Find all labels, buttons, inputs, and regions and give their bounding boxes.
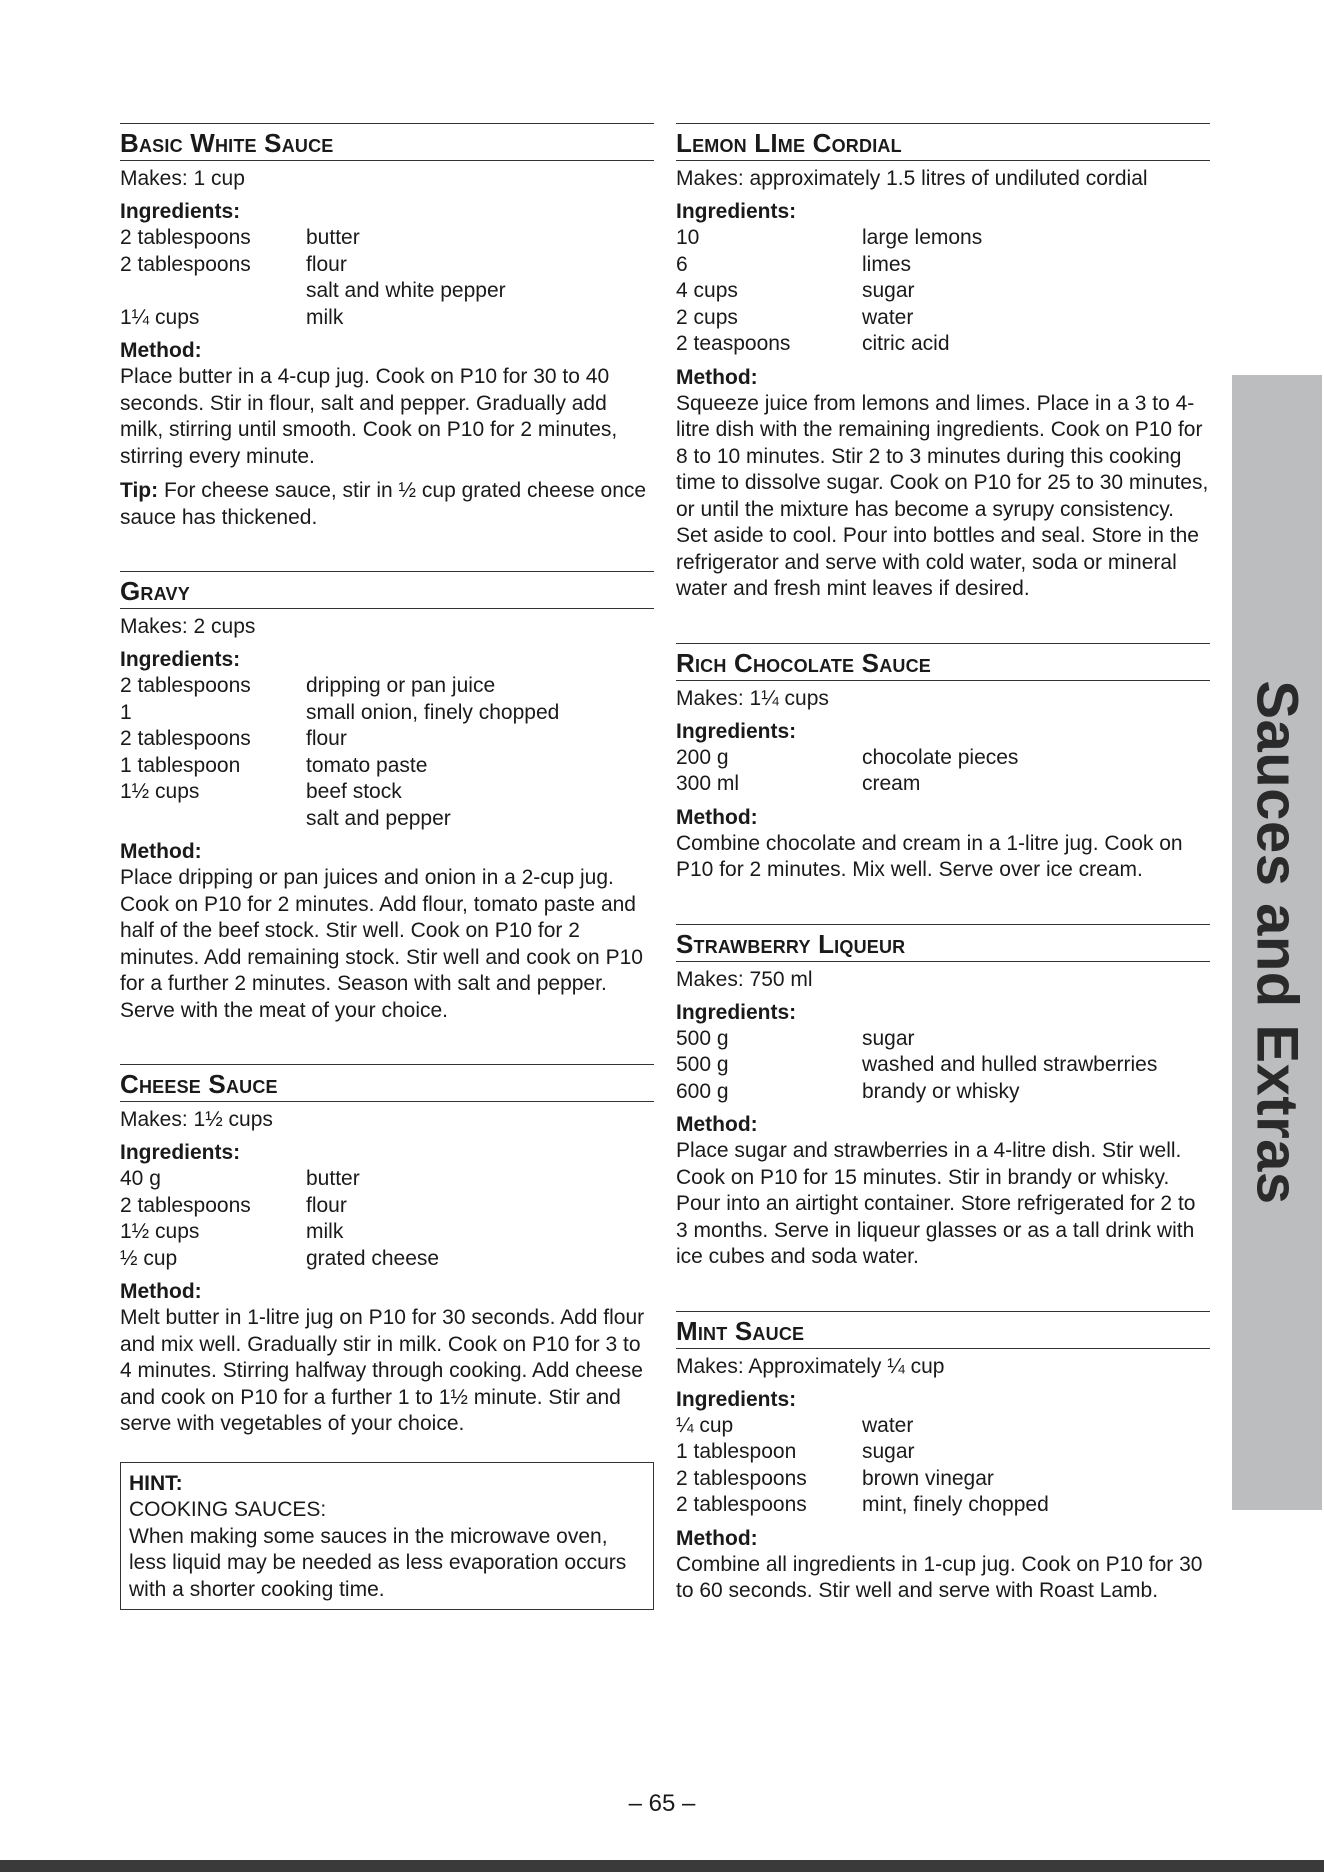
recipe-title: Rich Chocolate Sauce [676, 643, 1210, 681]
recipe-title: Mint Sauce [676, 1311, 1210, 1349]
ingredient-quantity: 200 g [676, 745, 729, 769]
ingredient-name: flour [306, 252, 347, 276]
ingredient-row [120, 779, 654, 806]
recipe-yield: Makes: 1¼ cups [676, 686, 829, 710]
method-label: Method: [120, 840, 202, 863]
ingredient-name: beef stock [306, 780, 402, 803]
left-column [120, 123, 654, 1610]
method-label: Method: [676, 1526, 758, 1550]
hint-title: HINT: [129, 1471, 183, 1495]
ingredient-quantity: 10 [676, 226, 700, 249]
ingredients-label: Ingredients: [676, 200, 797, 223]
page-number: – 65 – [628, 1790, 696, 1817]
ingredient-row [120, 1219, 654, 1246]
ingredient-name: large lemons [862, 226, 983, 249]
method-label: Method: [120, 1280, 202, 1303]
ingredient-row [676, 1439, 1210, 1466]
recipe-yield: Makes: 2 cups [120, 615, 256, 638]
method-label: Method: [676, 805, 758, 829]
recipe-basic-white-sauce [120, 123, 654, 531]
recipe-gravy [120, 571, 654, 1024]
ingredient-quantity: 6 [676, 252, 688, 276]
ingredient-quantity: 1½ cups [120, 1220, 200, 1243]
ingredient-quantity: 2 cups [676, 305, 738, 329]
recipe-cheese-sauce [120, 1064, 654, 1438]
ingredient-name: brandy or whisky [862, 1079, 1020, 1103]
ingredient-row [676, 278, 1210, 305]
ingredients-label: Ingredients: [120, 200, 241, 223]
method-text: Combine all ingredients in 1-cup jug. Cook on P10 for 30 to 60 seconds. Stir well and serve with Roast Lamb. [676, 1552, 1203, 1602]
ingredient-name: limes [862, 252, 912, 276]
ingredient-name: tomato paste [306, 753, 428, 777]
ingredient-name: brown vinegar [862, 1466, 994, 1490]
ingredient-row [676, 1492, 1210, 1519]
method-text: Squeeze juice from lemons and limes. Place in a 3 to 4-litre dish with the remaining ingredients. Cook on P10 for 8 to 10 minutes. Stir 2 to 3 minutes during this cooking time to dissolve sugar. Cook on P10 for 25 to 30 minutes, or until the mixture has become a syrupy consistency. Set aside to cool. Pour into bottles and seal. Store in the refrigerator and serve with cold water, soda or mineral water and fresh mint leaves if desired. [676, 391, 1209, 600]
ingredient-row [120, 753, 654, 780]
ingredient-row [120, 1193, 654, 1220]
ingredient-name: chocolate pieces [862, 745, 1019, 769]
ingredients-label: Ingredients: [676, 1000, 797, 1024]
ingredient-name: water [862, 1413, 914, 1437]
recipe-yield: Makes: Approximately ¼ cup [676, 1354, 945, 1378]
recipe-yield: Makes: approximately 1.5 litres of undiluted cordial [676, 167, 1148, 190]
ingredient-quantity: 2 tablespoons [120, 674, 251, 697]
ingredient-name: salt and white pepper [306, 279, 506, 302]
ingredient-row [120, 305, 654, 332]
right-column [676, 123, 1210, 1605]
ingredient-quantity: 500 g [676, 1053, 729, 1076]
ingredients-label: Ingredients: [676, 1387, 797, 1411]
ingredient-quantity: 1½ cups [120, 780, 200, 803]
ingredient-quantity: 4 cups [676, 279, 738, 302]
method-text: Place sugar and strawberries in a 4-litre dish. Stir well. Cook on P10 for 15 minutes. Stir in brandy or whisky. Pour into an airtight container. Store refrigerated for 2 to 3 months. Serve in liqueur glasses or as a tall drink with ice cubes and soda water. [676, 1139, 1196, 1268]
recipe-yield: Makes: 1½ cups [120, 1108, 273, 1131]
ingredient-quantity: 1¼ cups [120, 305, 200, 329]
ingredient-name: butter [306, 1167, 360, 1190]
ingredient-name: dripping or pan juice [306, 674, 496, 697]
recipe-title: Strawberry Liqueur [676, 924, 1210, 962]
method-label: Method: [120, 339, 202, 362]
ingredients-label: Ingredients: [676, 719, 797, 743]
recipe-mint-sauce [676, 1311, 1210, 1605]
ingredient-quantity: 300 ml [676, 772, 740, 795]
ingredient-name: flour [306, 1193, 347, 1217]
ingredient-quantity: 40 g [120, 1167, 161, 1190]
ingredient-row [676, 1413, 1210, 1440]
recipe-title: Basic White Sauce [120, 123, 654, 161]
ingredient-row [676, 1079, 1210, 1106]
ingredient-row [120, 673, 654, 700]
ingredients-label: Ingredients: [120, 648, 241, 671]
ingredient-quantity [120, 278, 306, 305]
page-bottom-border [0, 1860, 1324, 1872]
recipe-rich-chocolate-sauce [676, 643, 1210, 884]
ingredient-row [120, 1246, 654, 1273]
ingredient-row [120, 726, 654, 753]
ingredient-quantity: 2 teaspoons [676, 332, 791, 355]
ingredient-quantity: 2 tablespoons [120, 1193, 251, 1217]
ingredient-name: small onion, finely chopped [306, 700, 560, 724]
ingredient-quantity: 2 tablespoons [676, 1466, 807, 1490]
ingredient-quantity: 1 [120, 700, 132, 724]
ingredient-row [120, 252, 654, 279]
ingredient-quantity: 1 tablespoon [676, 1440, 797, 1463]
recipe-lemon-lime-cordial [676, 123, 1210, 603]
ingredient-row [676, 745, 1210, 772]
recipe-title: Cheese Sauce [120, 1064, 654, 1102]
method-text: Melt butter in 1-litre jug on P10 for 30 seconds. Add flour and mix well. Gradually stir in milk. Cook on P10 for 3 to 4 minutes. Stirring halfway through cooking. Add cheese and cook on P10 for a further 1 to 1½ minute. Stir and serve with vegetables of your choice. [120, 1306, 645, 1435]
recipe-title: Gravy [120, 571, 654, 609]
method-label: Method: [676, 1113, 758, 1136]
ingredient-row [676, 225, 1210, 252]
ingredient-name: salt and pepper [306, 806, 451, 830]
hint-box [120, 1462, 654, 1611]
recipe-title: Lemon LIme Cordial [676, 123, 1210, 161]
ingredient-name: water [862, 305, 914, 329]
method-text: Place dripping or pan juices and onion in a 2-cup jug. Cook on P10 for 2 minutes. Add flour, tomato paste and half of the beef stock. Stir well. Cook on P10 for 2 minutes. Add remaining stock. Stir well and cook on P10 for a further 2 minutes. Season with salt and pepper. Serve with the meat of your choice. [120, 866, 643, 1022]
method-label: Method: [676, 365, 758, 389]
ingredient-name: sugar [862, 1026, 915, 1050]
tip-label: Tip: [120, 479, 159, 502]
ingredient-quantity: 2 tablespoons [120, 252, 251, 276]
ingredient-quantity: ½ cup [120, 1246, 178, 1270]
ingredient-quantity [120, 806, 306, 833]
ingredient-quantity: 600 g [676, 1079, 729, 1103]
ingredient-row [120, 225, 654, 252]
ingredient-row [676, 1052, 1210, 1079]
ingredient-row [676, 1466, 1210, 1493]
ingredient-row [676, 305, 1210, 332]
ingredient-quantity: 2 tablespoons [120, 226, 251, 249]
ingredient-row [676, 331, 1210, 358]
section-side-tab [1232, 375, 1322, 1510]
ingredient-name: flour [306, 727, 347, 750]
section-side-tab-label: Sauces and Extras [1244, 680, 1310, 1205]
ingredient-name: sugar [862, 1440, 915, 1463]
recipe-strawberry-liqueur [676, 924, 1210, 1271]
ingredient-name: milk [306, 1220, 344, 1243]
ingredient-quantity: 2 tablespoons [120, 727, 251, 750]
method-text: Combine chocolate and cream in a 1-litre jug. Cook on P10 for 2 minutes. Mix well. Serve over ice cream. [676, 831, 1183, 881]
tip-text: For cheese sauce, stir in ½ cup grated cheese once sauce has thickened. [120, 479, 647, 529]
ingredient-name: cream [862, 772, 921, 795]
ingredient-name: citric acid [862, 332, 950, 355]
ingredient-row [120, 806, 654, 833]
ingredient-row [676, 771, 1210, 798]
ingredient-quantity: ¼ cup [676, 1413, 734, 1437]
hint-text: When making some sauces in the microwave oven, less liquid may be needed as less evaporation occurs with a shorter cooking time. [129, 1524, 627, 1601]
ingredient-quantity: 2 tablespoons [676, 1493, 807, 1516]
ingredient-name: sugar [862, 279, 915, 302]
hint-subtitle: COOKING SAUCES: [129, 1498, 327, 1521]
ingredient-row [676, 252, 1210, 279]
ingredient-name: butter [306, 226, 360, 249]
ingredient-row [120, 700, 654, 727]
tip [120, 478, 654, 531]
recipe-yield: Makes: 750 ml [676, 967, 813, 991]
ingredient-name: mint, finely chopped [862, 1493, 1049, 1516]
ingredient-row [120, 1166, 654, 1193]
ingredient-name: grated cheese [306, 1246, 440, 1270]
method-text: Place butter in a 4-cup jug. Cook on P10 for 30 to 40 seconds. Stir in flour, salt and pepper. Gradually add milk, stirring until smooth. Cook on P10 for 2 minutes, stirring every minute. [120, 365, 618, 468]
ingredient-row [120, 278, 654, 305]
ingredient-quantity: 1 tablespoon [120, 753, 241, 777]
ingredient-name: milk [306, 305, 344, 329]
recipe-yield: Makes: 1 cup [120, 167, 245, 190]
ingredient-name: washed and hulled strawberries [862, 1053, 1158, 1076]
ingredient-quantity: 500 g [676, 1026, 729, 1050]
ingredients-label: Ingredients: [120, 1141, 241, 1164]
ingredient-row [676, 1026, 1210, 1053]
